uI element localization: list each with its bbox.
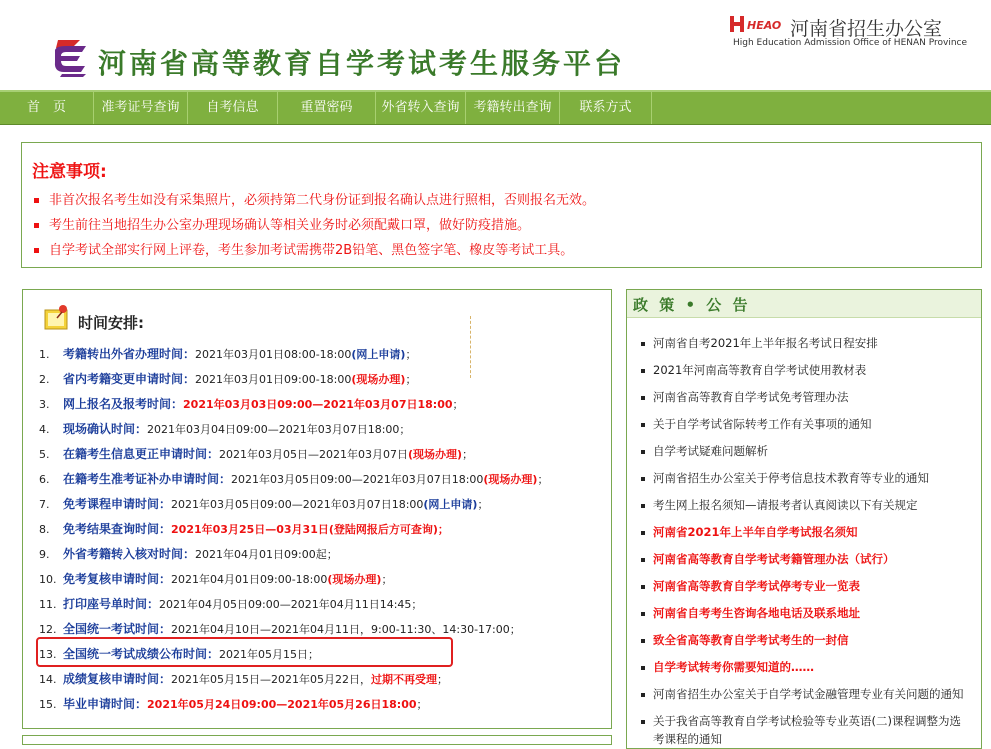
schedule-row: 5. 在籍考生信息更正申请时间：2021年03月05日—2021年03月07日(现场办理)；: [39, 447, 474, 461]
policy-panel: [626, 289, 982, 749]
schedule-title: 时间安排:: [78, 314, 144, 332]
policy-link[interactable]: 关于我省高等教育自学考试检验等专业英语(二)课程调整为选: [641, 713, 961, 729]
nav-contact[interactable]: 联系方式: [560, 92, 652, 124]
bullet-icon: [641, 720, 645, 724]
policy-link[interactable]: 河南省高等教育自学考试停考专业一览表: [641, 578, 860, 594]
nav-home[interactable]: 首 页: [0, 92, 94, 124]
policy-link[interactable]: 2021年河南高等教育自学考试使用教材表: [641, 362, 866, 378]
schedule-row: 7. 免考课程申请时间：2021年03月05日09:00—2021年03月07日18:00(网上申请)；: [39, 497, 489, 511]
nav-reset-password[interactable]: 重置密码: [278, 92, 376, 124]
policy-link[interactable]: 河南省自考考生咨询各地电话及联系地址: [641, 605, 860, 621]
nav-admission-ticket-query[interactable]: 准考证号查询: [94, 92, 188, 124]
highlight-box: [36, 637, 453, 667]
bullet-icon: [641, 612, 645, 616]
nav-transfer-in-query[interactable]: 外省转入查询: [376, 92, 466, 124]
bullet-icon: [641, 396, 645, 400]
policy-link[interactable]: 河南省招生办公室关于自学考试金融管理专业有关问题的通知: [641, 686, 964, 702]
schedule-row: 1. 考籍转出外省办理时间：2021年03月01日08:00-18:00(网上申请)；: [39, 347, 417, 361]
notice-item: 非首次报名考生如没有采集照片，必须持第二代身份证到报名确认点进行照相，否则报名无效。: [34, 189, 595, 208]
bullet-icon: [641, 639, 645, 643]
notice-panel: [21, 142, 982, 268]
notice-item: 考生前往当地招生办公室办理现场确认等相关业务时必须配戴口罩，做好防疫措施。: [34, 214, 530, 233]
policy-link-continued[interactable]: 考课程的通知: [653, 732, 722, 746]
policy-link[interactable]: 河南省2021年上半年自学考试报名须知: [641, 524, 858, 540]
policy-link[interactable]: 自学考试疑难问题解析: [641, 443, 768, 459]
header: [0, 0, 991, 90]
nav-exam-info[interactable]: 自考信息: [188, 92, 278, 124]
schedule-row-highlighted: 13. 全国统一考试成绩公布时间：2021年05月15日；: [39, 647, 320, 661]
bullet-icon: [641, 342, 645, 346]
schedule-row: 10. 免考复核申请时间：2021年04月01日09:00-18:00(现场办理)；: [39, 572, 393, 586]
bullet-icon: [641, 369, 645, 373]
site-title: 河南省高等教育自学考试考生服务平台: [98, 47, 626, 80]
bullet-icon: [641, 558, 645, 562]
schedule-row: 9. 外省考籍转入核对时间：2021年04月01日09:00起；: [39, 547, 338, 561]
policy-link[interactable]: 考生网上报名须知—请报考者认真阅读以下有关规定: [641, 497, 918, 513]
schedule-row: 8. 免考结果查询时间：2021年03月25日—03月31日(登陆网报后方可查询)；: [39, 522, 449, 536]
policy-link[interactable]: 河南省高等教育自学考试免考管理办法: [641, 389, 849, 405]
notice-title: 注意事项:: [32, 162, 107, 182]
bullet-icon: [641, 504, 645, 508]
nav-transfer-out-query[interactable]: 考籍转出查询: [466, 92, 560, 124]
bullet-icon: [641, 450, 645, 454]
policy-link[interactable]: 河南省高等教育自学考试考籍管理办法（试行）: [641, 551, 895, 567]
bottom-panel: [22, 735, 612, 745]
bullet-icon: [34, 248, 39, 253]
bullet-icon: [641, 477, 645, 481]
bullet-icon: [641, 585, 645, 589]
policy-link[interactable]: 河南省自考2021年上半年报名考试日程安排: [641, 335, 878, 351]
note-pin-icon: [43, 304, 71, 330]
main-nav: [0, 90, 991, 125]
bullet-icon: [641, 423, 645, 427]
policy-header: [627, 290, 981, 318]
policy-title: 政 策 • 公 告: [633, 296, 751, 314]
schedule-row: 15. 毕业申请时间：2021年05月24日09:00—2021年05月26日18:00；: [39, 697, 428, 711]
bullet-icon: [34, 198, 39, 203]
bullet-icon: [641, 666, 645, 670]
bullet-icon: [641, 693, 645, 697]
policy-link[interactable]: 河南省招生办公室关于停考信息技术教育等专业的通知: [641, 470, 929, 486]
office-name-en: High Education Admission Office of HENAN Province: [733, 38, 968, 48]
heao-logo-icon: [730, 14, 786, 34]
notice-item: 自学考试全部实行网上评卷，考生参加考试需携带2B铅笔、黑色签字笔、橡皮等考试工具。: [34, 239, 573, 258]
schedule-row: 4. 现场确认时间：2021年03月04日09:00—2021年03月07日18:00；: [39, 422, 411, 436]
site-logo-icon: [52, 36, 90, 78]
schedule-row: 14. 成绩复核申请时间：2021年05月15日—2021年05月22日，过期不再受理；: [39, 672, 448, 686]
schedule-row: 3. 网上报名及报考时间：2021年03月03日09:00—2021年03月07日18:00；: [39, 397, 464, 411]
divider: [470, 316, 471, 378]
schedule-panel: [22, 289, 612, 729]
svg-text:HEAO: HEAO: [747, 19, 782, 32]
policy-link[interactable]: 致全省高等教育自学考试考生的一封信: [641, 632, 849, 648]
bullet-icon: [641, 531, 645, 535]
office-name-cn: 河南省招生办公室: [790, 18, 943, 40]
schedule-row: 2. 省内考籍变更申请时间：2021年03月01日09:00-18:00(现场办理)；: [39, 372, 417, 386]
bullet-icon: [34, 223, 39, 228]
schedule-row: 12. 全国统一考试时间：2021年04月10日—2021年04月11日，9:00-11:30、14:30-17:00；: [39, 622, 521, 636]
policy-link[interactable]: 自学考试转考你需要知道的……: [641, 659, 814, 675]
policy-link[interactable]: 关于自学考试省际转考工作有关事项的通知: [641, 416, 872, 432]
schedule-row: 11. 打印座号单时间：2021年04月05日09:00—2021年04月11日14:45；: [39, 597, 423, 611]
schedule-row: 6. 在籍考生准考证补办申请时间：2021年03月05日09:00—2021年03月07日18:00(现场办理)；: [39, 472, 549, 486]
